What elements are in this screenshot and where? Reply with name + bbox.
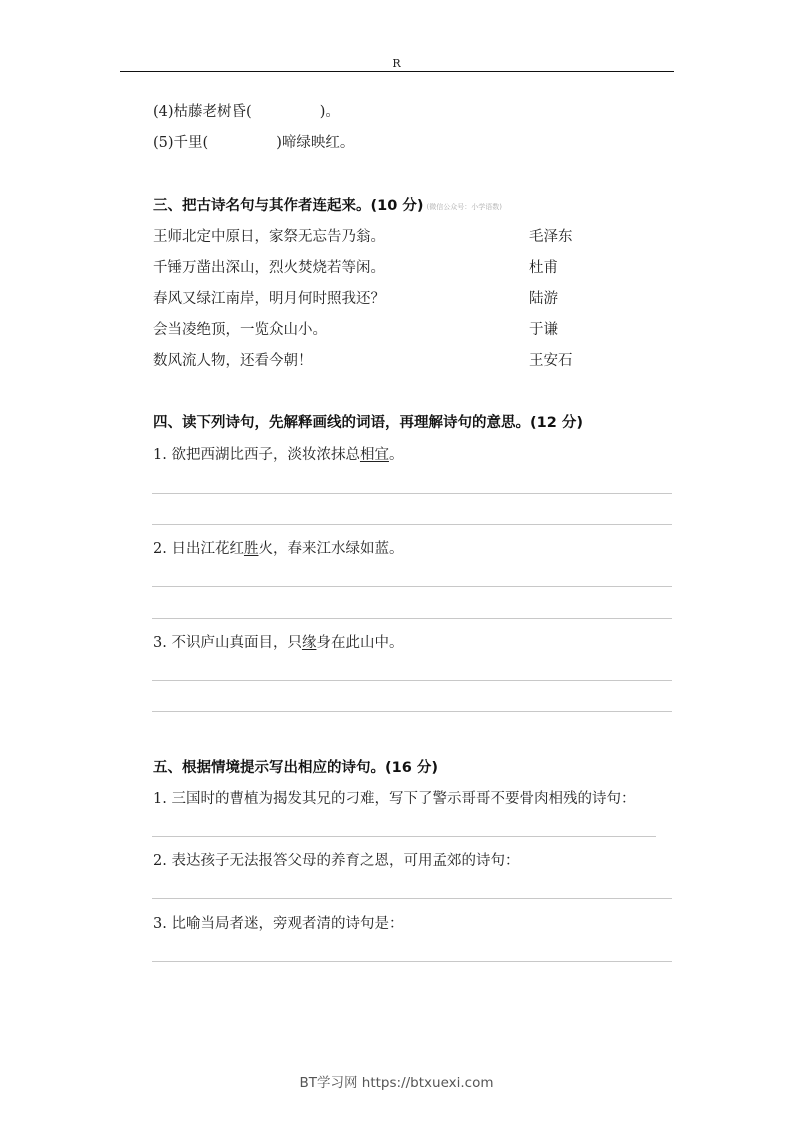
section4-title: 四、读下列诗句，先解释画线的词语，再理解诗句的意思。(12 分) — [153, 415, 583, 431]
verse-3: 春风又绿江南岸，明月何时照我还？ — [153, 291, 385, 307]
author-5: 王安石 — [529, 353, 573, 369]
answer-line[interactable] — [152, 836, 656, 837]
verse-4: 会当凌绝顶，一览众山小。 — [153, 322, 327, 338]
fill-blank-4 — [153, 103, 340, 121]
underlined-word: 缘 — [301, 635, 317, 651]
item-text: 火，春来江水绿如蓝。 — [258, 541, 404, 557]
section4-item-1 — [153, 446, 403, 464]
answer-line[interactable] — [152, 524, 672, 525]
author-3: 陆游 — [529, 291, 558, 307]
section3-title — [153, 197, 502, 216]
author-1: 毛泽东 — [529, 229, 573, 245]
fill-blank-5 — [153, 134, 354, 152]
item-text: 1. 欲把西湖比西子，淡妆浓抹总 — [153, 447, 360, 463]
header-mark: R — [392, 57, 401, 70]
section5-item-3: 3. 比喻当局者迷，旁观者清的诗句是： — [153, 916, 404, 932]
header-rule — [120, 71, 674, 72]
answer-line[interactable] — [152, 586, 672, 587]
author-4: 于谦 — [529, 322, 558, 338]
fill-blank-text: )啼绿映红。 — [276, 135, 355, 151]
author-2: 杜甫 — [529, 260, 558, 276]
answer-line[interactable] — [152, 680, 672, 681]
section3-note: (微信公众号：小学语数) — [426, 203, 502, 211]
answer-line[interactable] — [152, 618, 672, 619]
answer-line[interactable] — [152, 493, 672, 494]
underlined-word: 相宜 — [359, 447, 389, 463]
fill-blank-text: (5)千里( — [153, 135, 209, 151]
answer-line[interactable] — [152, 961, 672, 962]
item-text: 身在此山中。 — [316, 635, 404, 651]
verse-5: 数风流人物，还看今朝！ — [153, 353, 313, 369]
item-text: 3. 不识庐山真面目，只 — [153, 635, 302, 651]
item-text: 。 — [388, 447, 404, 463]
section5-title: 五、根据情境提示写出相应的诗句。(16 分) — [153, 760, 438, 776]
verse-1: 王师北定中原日，家祭无忘告乃翁。 — [153, 229, 385, 245]
fill-blank-text: (4)枯藤老树昏( — [153, 104, 252, 120]
answer-line[interactable] — [152, 898, 672, 899]
item-text: 2. 日出江花红 — [153, 541, 244, 557]
footer-watermark: BT学习网 https://btxuexi.com — [299, 1075, 494, 1091]
section5-item-2: 2. 表达孩子无法报答父母的养育之恩，可用孟郊的诗句： — [153, 853, 520, 869]
fill-blank-text: )。 — [319, 104, 340, 120]
answer-line[interactable] — [152, 711, 672, 712]
section4-item-3 — [153, 634, 403, 652]
underlined-word: 胜 — [243, 541, 259, 557]
section4-item-2 — [153, 540, 403, 558]
section5-item-1: 1. 三国时的曹植为揭发其兄的刁难，写下了警示哥哥不要骨肉相残的诗句： — [153, 791, 636, 807]
verse-2: 千锤万凿出深山，烈火焚烧若等闲。 — [153, 260, 385, 276]
section3-title-text: 三、把古诗名句与其作者连起来。(10 分) — [153, 198, 424, 214]
